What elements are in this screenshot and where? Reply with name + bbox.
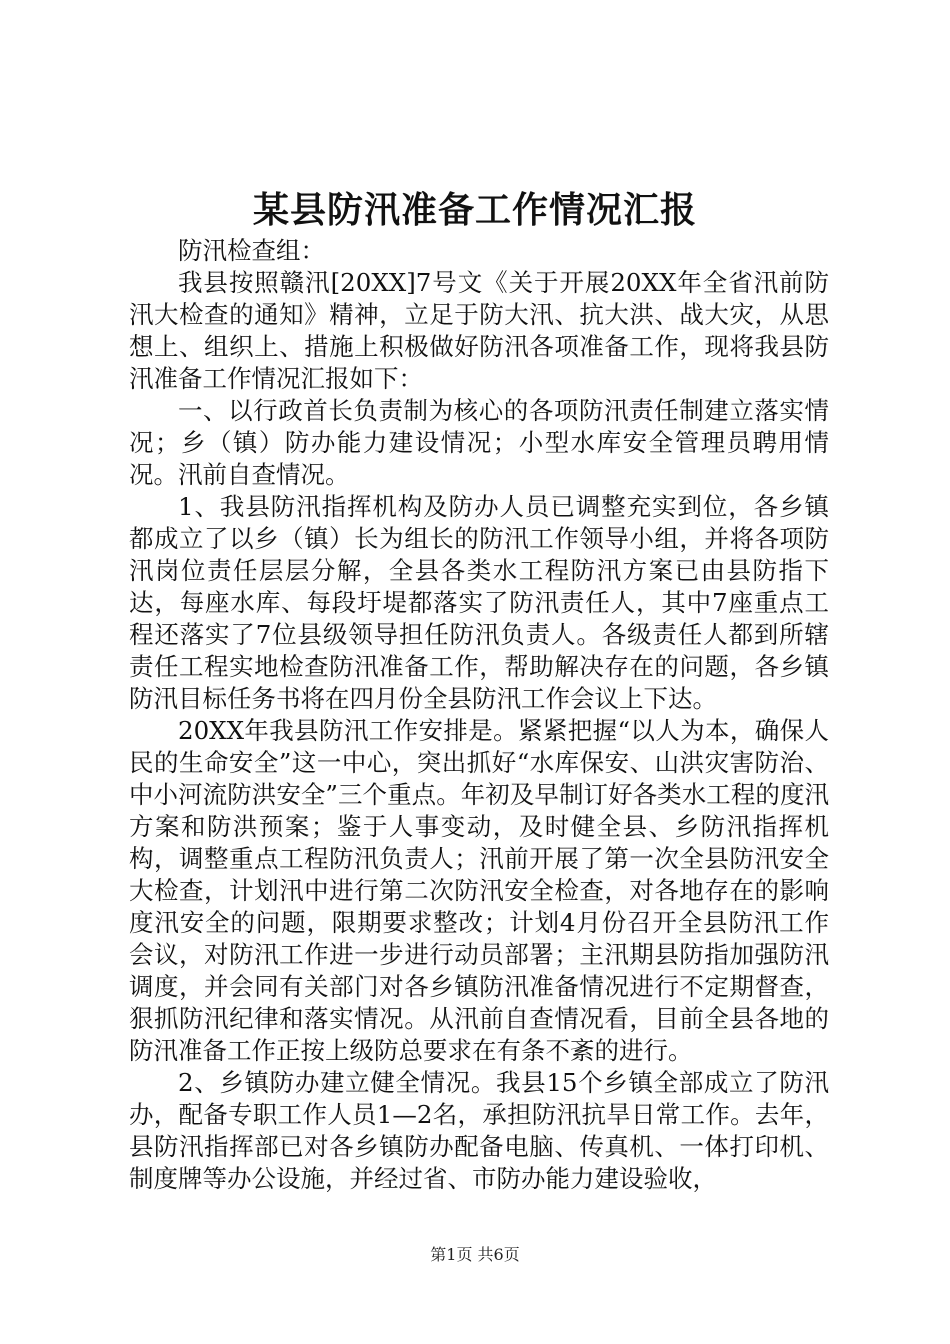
salutation: 防汛检查组： — [178, 236, 325, 265]
document-body — [129, 235, 829, 1195]
document-title: 某县防汛准备工作情况汇报 — [252, 189, 697, 231]
page-footer: 第1页 共6页 — [430, 1245, 520, 1264]
paragraph-item-1: 1、我县防汛指挥机构及防办人员已调整充实到位，各乡镇都成立了以乡（镇）长为组长的防汛工作领导小组，并将各项防汛岗位责任层层分解，全县各类水工程防汛方案已由县防指下达，每座水库、每段圩堤都落实了防汛责任人，其中7座重点工程还落实了7位县级领导担任防汛负责人。各级责任人都到所辖责任工程实地检查防汛准备工作，帮助解决存在的问题，各乡镇防汛目标任务书将在四月份全县防汛工作会议上下达。 — [129, 492, 829, 713]
paragraph-section-heading: 一、以行政首长负责制为核心的各项防汛责任制建立落实情况；乡（镇）防办能力建设情况；小型水库安全管理员聘用情况。汛前自查情况。 — [129, 396, 829, 489]
paragraph-annual-plan: 20XX年我县防汛工作安排是。紧紧把握“以人为本，确保人民的生命安全”这一中心，突出抓好“水库保安、山洪灾害防治、中小河流防洪安全”三个重点。年初及早制订好各类水工程的度汛方案和防洪预案；鉴于人事变动，及时健全县、乡防汛指挥机构，调整重点工程防汛负责人；汛前开展了第一次全县防汛安全大检查，计划汛中进行第二次防汛安全检查，对各地存在的影响度汛安全的问题，限期要求整改；计划4月份召开全县防汛工作会议，对防汛工作进一步进行动员部署；主汛期县防指加强防汛调度，并会同有关部门对各乡镇防汛准备情况进行不定期督查，狠抓防汛纪律和落实情况。从汛前自查情况看，目前全县各地的防汛准备工作正按上级防总要求在有条不紊的进行。 — [129, 716, 829, 1065]
paragraph-intro: 我县按照赣汛[20XX]7号文《关于开展20XX年全省汛前防汛大检查的通知》精神，立足于防大汛、抗大洪、战大灾，从思想上、组织上、措施上积极做好防汛各项准备工作，现将我县防汛准备工作情况汇报如下： — [129, 268, 829, 393]
paragraph-item-2: 2、乡镇防办建立健全情况。我县15个乡镇全部成立了防汛办，配备专职工作人员1—2名，承担防汛抗旱日常工作。去年，县防汛指挥部已对各乡镇防办配备电脑、传真机、一体打印机、制度牌等办公设施，并经过省、市防办能力建设验收， — [129, 1068, 829, 1193]
